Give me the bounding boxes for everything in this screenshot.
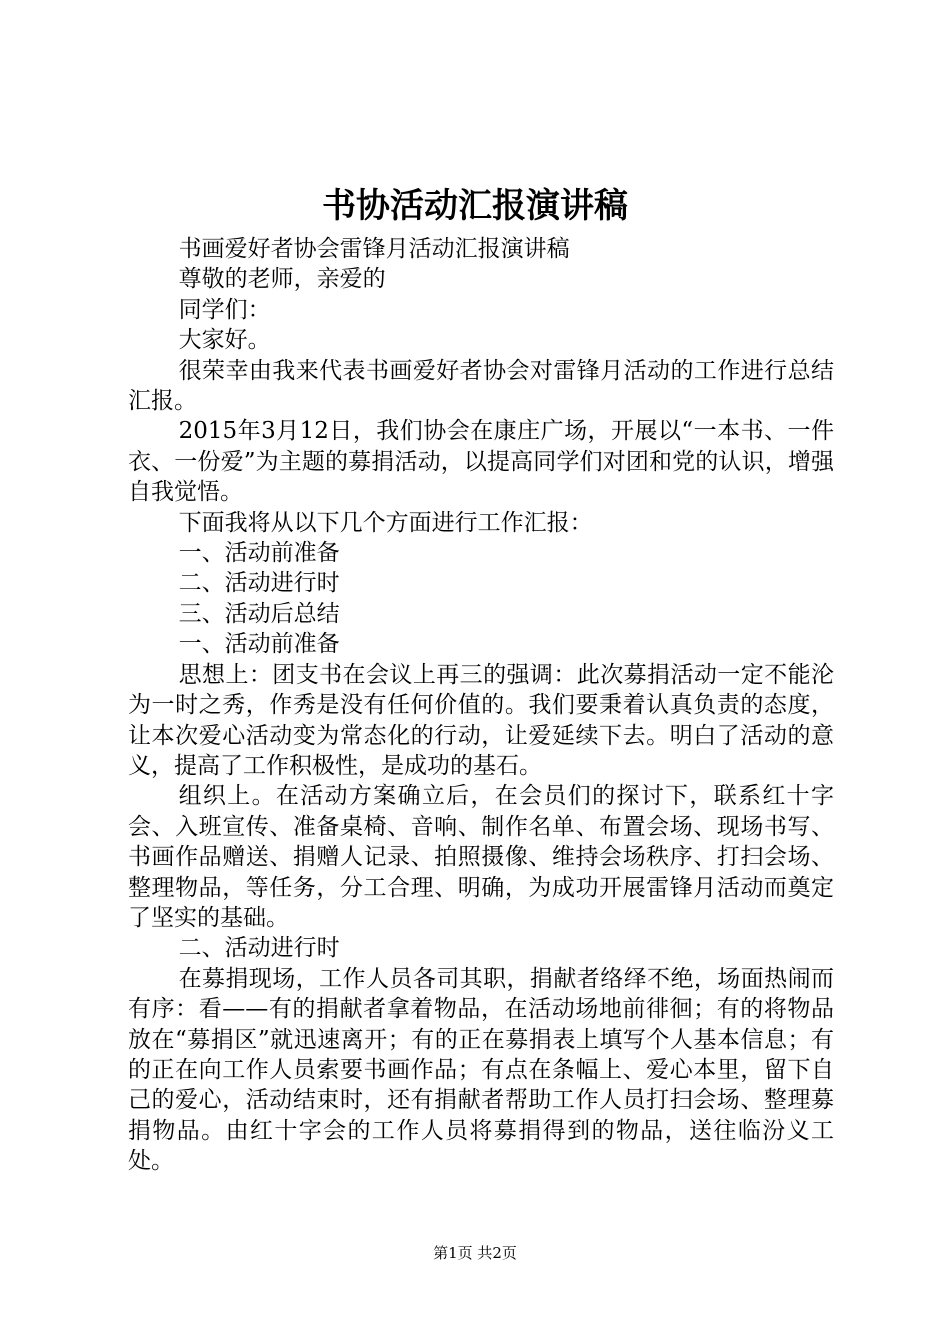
paragraph: 2015年3月12日，我们协会在康庄广场，开展以“一本书、一件衣、一份爱”为主题的募捐活动，以提高同学们对团和党的认识，增强自我觉悟。 [128,418,834,506]
paragraph: 同学们： [178,296,271,323]
page-number: 第1页 共2页 [433,1244,517,1262]
paragraph: 大家好。 [178,327,271,354]
section-heading: 一、活动前准备 [178,631,340,658]
section-heading: 一、活动前准备 [178,540,340,567]
section-heading: 二、活动进行时 [178,570,340,597]
section-heading: 二、活动进行时 [178,935,340,962]
paragraph: 组织上。在活动方案确立后，在会员们的探讨下，联系红十字会、入班宣传、准备桌椅、音响、制作名单、布置会场、现场书写、书画作品赠送、捐赠人记录、拍照摄像、维持会场秩序、打扫会场、整理物品，等任务，分工合理、明确，为成功开展雷锋月活动而奠定了坚实的基础。 [128,783,834,931]
document-body [128,234,834,1177]
paragraph: 思想上：团支书在会议上再三的强调：此次募捐活动一定不能沦为一时之秀，作秀是没有任何价值的。我们要秉着认真负责的态度，让本次爱心活动变为常态化的行动，让爱延续下去。明白了活动的意义，提高了工作积极性，是成功的基石。 [128,661,834,779]
document-title: 书协活动汇报演讲稿 [322,186,628,226]
paragraph: 尊敬的老师，亲爱的 [178,266,386,293]
section-heading: 三、活动后总结 [178,600,340,627]
paragraph: 书画爱好者协会雷锋月活动汇报演讲稿 [178,236,570,262]
paragraph: 下面我将从以下几个方面进行工作汇报： [178,509,593,536]
paragraph: 在募捐现场，工作人员各司其职，捐献者络绎不绝，场面热闹而有序：看——有的捐献者拿着物品，在活动场地前徘徊；有的将物品放在“募捐区”就迅速离开；有的正在募捐表上填写个人基本信息；有的正在向工作人员索要书画作品；有点在条幅上、爱心本里，留下自己的爱心，活动结束时，还有捐献者帮助工作人员打扫会场、整理募捐物品。由红十字会的工作人员将募捐得到的物品，送往临汾义工处。 [128,965,834,1175]
paragraph: 很荣幸由我来代表书画爱好者协会对雷锋月活动的工作进行总结汇报。 [128,357,834,415]
